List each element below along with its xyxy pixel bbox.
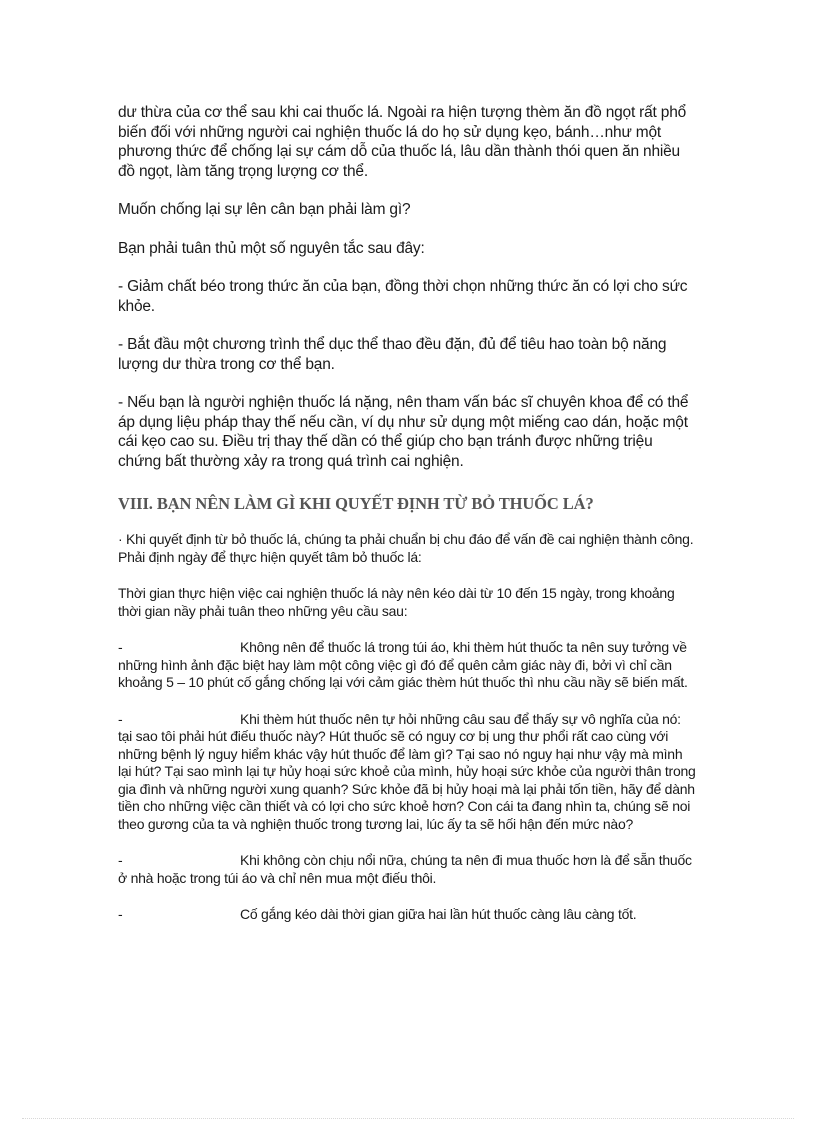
page-bottom-divider — [22, 1118, 794, 1119]
bullet-marker: - — [118, 906, 123, 922]
bullet-marker: - — [118, 710, 123, 727]
paragraph-weight-gain: dư thừa của cơ thể sau khi cai thuốc lá. Ngoài ra hiện tượng thèm ăn đồ ngọt rất phổ biến đối với những người cai nghiện thuốc lá do họ sử dụng kẹo, bánh…như một phương thức để chống lại sự cám dỗ của thuốc lá, lâu dần thành thói quen ăn nhiều đồ ngọt, làm tăng trọng lượng cơ thể. — [118, 104, 687, 180]
list-item — [118, 852, 698, 887]
document-page — [118, 103, 698, 943]
list-item-text: Khi thèm hút thuốc nên tự hỏi những câu sau để thấy sự vô nghĩa của nó: tại sao tôi phải hút điếu thuốc này? Hút thuốc sẽ có nguy cơ bị ung thư phổi rất cao cùng với những bệnh lý nguy hiểm khác vậy hút thuốc để làm gì? Tại sao nó nguy hại như vậy mà mình lại hút? Tại sao mình lại tự hủy hoại sức khoẻ của mình, hủy hoại sức khỏe của người thân trong gia đình và những người xung quanh? Sức khỏe đã bị hủy hoại mà lại phải tốn tiền, hãy để dành tiền cho những việc cần thiết và có lợi cho sức khoẻ hơn? Con cái ta đang nhìn ta, chúng sẽ noi theo gương của ta và nghiện thuốc trong tương lai, lúc ấy ta sẽ hối hận đến mức nào? — [118, 710, 696, 832]
list-item-text: Khi không còn chịu nổi nữa, chúng ta nên đi mua thuốc hơn là để sẵn thuốc ở nhà hoặc trong túi áo và chỉ nên mua một điếu thôi. — [118, 852, 692, 886]
paragraph-question: Muốn chống lại sự lên cân bạn phải làm gì? — [118, 201, 411, 218]
list-item-text: Không nên để thuốc lá trong túi áo, khi thèm hút thuốc ta nên suy tưởng về những hình ảnh đặc biệt hay làm một công việc gì đó để quên cảm giác này đi, bởi vì chỉ cần khoảng 5 – 10 phút cố gắng chống lại với cảm giác thèm hút thuốc thì nhu cầu nầy sẽ biến mất. — [118, 639, 688, 690]
list-item — [118, 639, 698, 692]
paragraph-rule-doctor: - Nếu bạn là người nghiện thuốc lá nặng, nên tham vấn bác sĩ chuyên khoa để có thể áp dụng liệu pháp thay thế nếu cần, ví dụ như sử dụng một miếng cao dán, hoặc một cái kẹo cao su. Điều trị thay thế dần có thể giúp cho bạn tránh được những triệu chứng bất thường xảy ra trong quá trình cai nghiện. — [118, 394, 689, 470]
section-heading: VIII. BẠN NÊN LÀM GÌ KHI QUYẾT ĐỊNH TỪ BỎ THUỐC LÁ? — [118, 494, 594, 513]
paragraph-rule-exercise: - Bắt đầu một chương trình thể dục thể thao đều đặn, đủ để tiêu hao toàn bộ năng lượng dư thừa trong cơ thể bạn. — [118, 336, 667, 373]
bullet-marker: - — [118, 639, 123, 655]
paragraph-rule-diet: - Giảm chất béo trong thức ăn của bạn, đồng thời chọn những thức ăn có lợi cho sức khỏe. — [118, 278, 688, 315]
paragraph-decision: · Khi quyết định từ bỏ thuốc lá, chúng ta phải chuẩn bị chu đáo để vấn đề cai nghiện thành công. Phải định ngày để thực hiện quyết tâm bỏ thuốc lá: — [118, 531, 694, 565]
list-item — [118, 906, 698, 924]
list-item — [118, 711, 698, 834]
bullet-marker: - — [118, 852, 123, 868]
paragraph-duration: Thời gian thực hiện việc cai nghiện thuốc lá này nên kéo dài từ 10 đến 15 ngày, trong khoảng thời gian nầy phải tuân theo những yêu cầu sau: — [118, 585, 675, 619]
paragraph-rules-intro: Bạn phải tuân thủ một số nguyên tắc sau đây: — [118, 239, 425, 257]
list-item-text: Cố gắng kéo dài thời gian giữa hai lần hút thuốc càng lâu càng tốt. — [240, 906, 637, 922]
